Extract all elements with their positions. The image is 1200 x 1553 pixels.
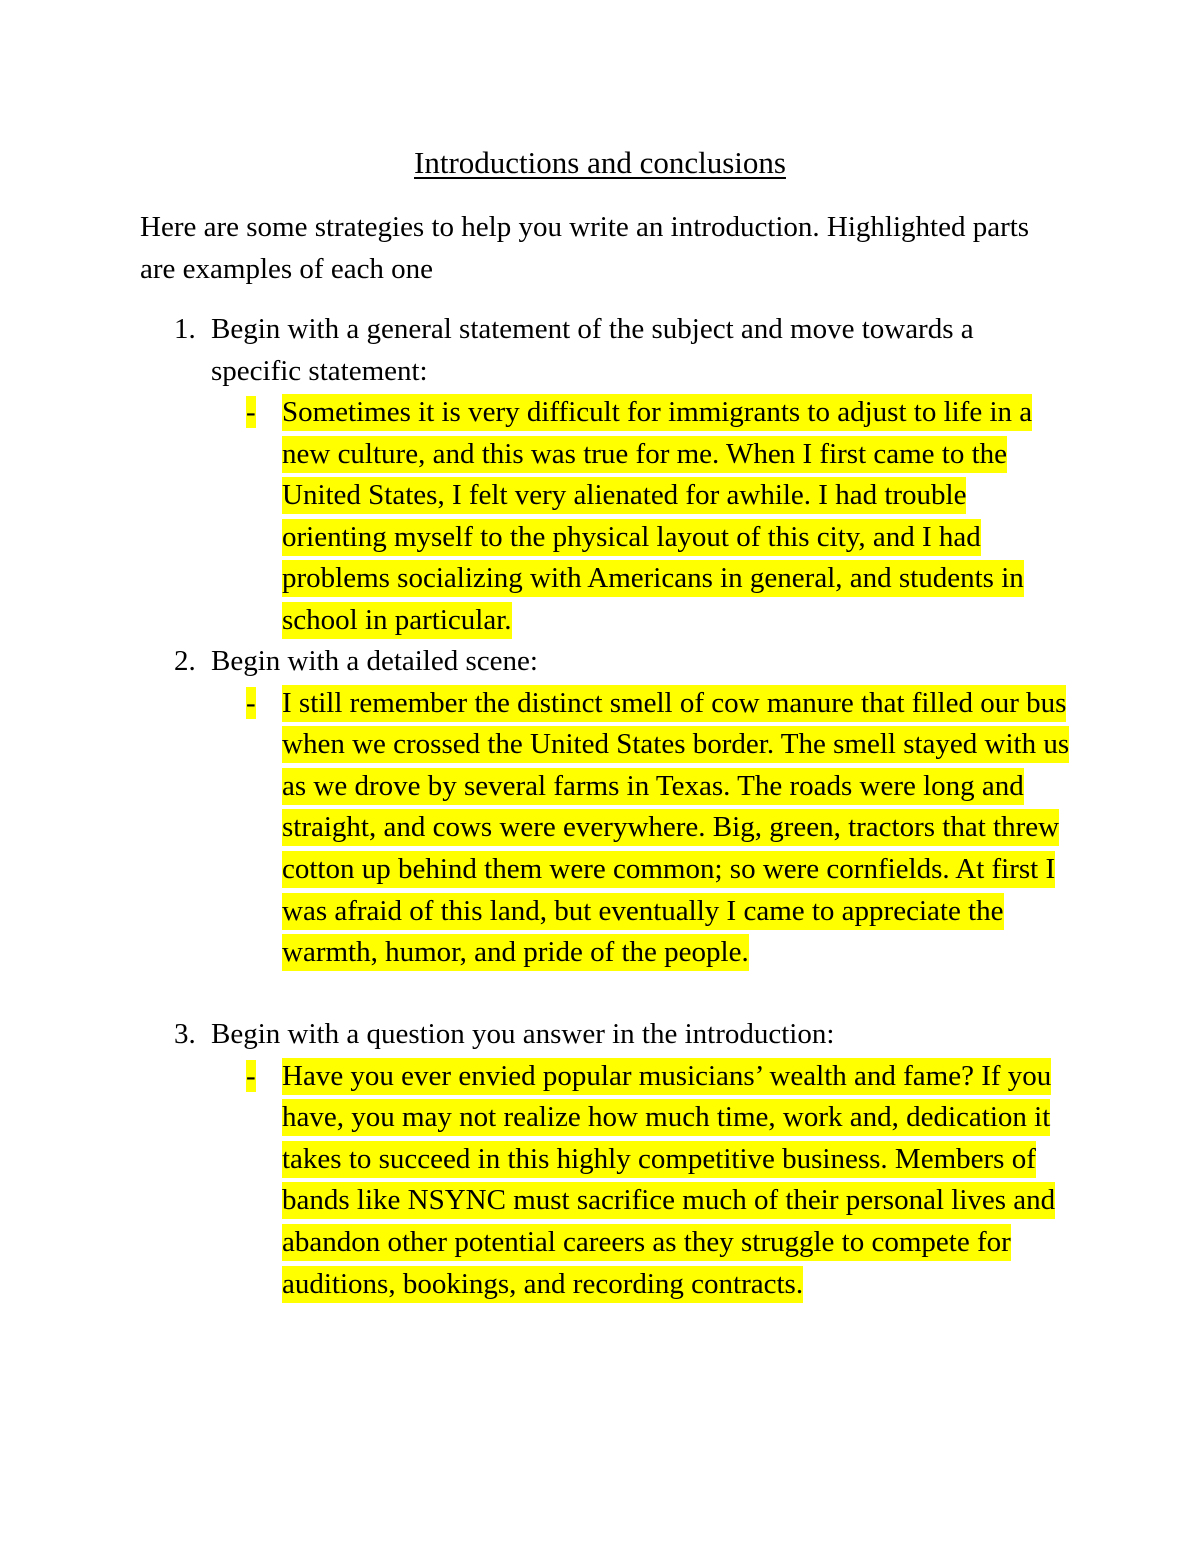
- item-number: 2.: [174, 645, 196, 677]
- bullet-dash: -: [246, 396, 256, 428]
- item-heading: Begin with a question you answer in the introduction:: [211, 1018, 835, 1050]
- highlighted-example: Sometimes it is very difficult for immigrants to adjust to life in a new culture, and this was true for me. When I first came to the United States, I felt very alienated for awhile. I had trouble orienting myself to the physical layout of this city, and I had problems socializing with Americans in general, and students in school in particular.: [282, 392, 1072, 642]
- item-heading: Begin with a detailed scene:: [211, 645, 538, 677]
- highlighted-example: Have you ever envied popular musicians’ wealth and fame? If you have, you may not realize how much time, work and, dedication it takes to succeed in this highly competitive business. Members of bands like NSYNC must sacrifice much of their personal lives and abandon other potential careers as they struggle to compete for auditions, bookings, and recording contracts.: [282, 1056, 1072, 1306]
- item-number: 3.: [174, 1018, 196, 1050]
- highlighted-example: I still remember the distinct smell of cow manure that filled our bus when we crossed the United States border. The smell stayed with us as we drove by several farms in Texas. The roads were long and straight, and cows were everywhere. Big, green, tractors that threw cotton up behind them were common; so were cornfields. At first I was afraid of this land, but eventually I came to appreciate the warmth, humor, and pride of the people.: [282, 683, 1072, 974]
- bullet-dash: -: [246, 1059, 256, 1092]
- item-heading: Begin with a general statement of the subject and move towards a specific statement:: [211, 313, 974, 387]
- intro-paragraph: Here are some strategies to help you write an introduction. Highlighted parts are examples of each one: [140, 211, 1030, 285]
- bullet-dash: -: [246, 686, 256, 719]
- document-title: Introductions and conclusions: [414, 145, 786, 180]
- item-number: 1.: [174, 313, 196, 345]
